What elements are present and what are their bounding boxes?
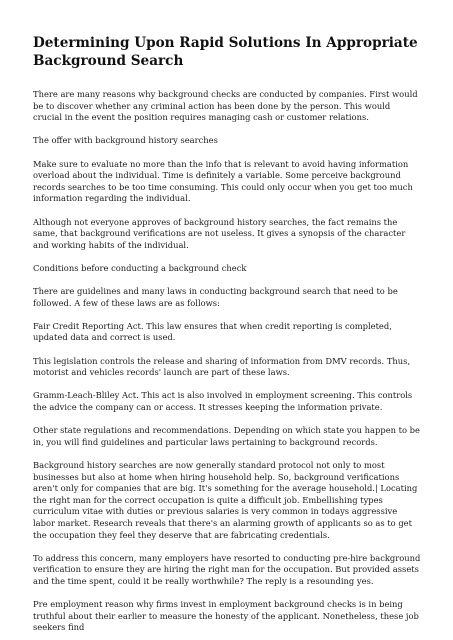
paragraph: Although not everyone approves of background history searches, the fact remains the same, that background verifications are not useless. It gives a synopsis of the character and working habits of the individual. bbox=[33, 216, 406, 250]
paragraph: The offer with background history searches bbox=[33, 135, 218, 146]
paragraph: There are many reasons why background checks are conducted by companies. First would be to discover whether any criminal action has been done by the person. This would crucial in the event the position requires managing cash or customer relations. bbox=[33, 89, 418, 123]
paragraph: Background history searches are now generally standard protocol not only to most businesses but also at home when hiring household help. So, background verifications aren't only for companies that are big. It's something for the average household.| Locating the right man for the correct occupation is quite a difficult job. Embellishing types curriculum vitae with duties or previous salaries is very common in todays aggressive labor market. Research reveals that there's an alarming growth of applicants so as to get the occupation they feel they deserve that are fabricating credentials. bbox=[33, 460, 418, 540]
document-body bbox=[33, 89, 421, 640]
paragraph: Fair Credit Reporting Act. This law ensures that when credit reporting is completed, updated data and correct is used. bbox=[33, 320, 392, 343]
document-title: Determining Upon Rapid Solutions In Appropriate Background Search bbox=[33, 35, 418, 69]
paragraph: Other state regulations and recommendations. Depending on which state you happen to be in, you will find guidelines and particular laws pertaining to background records. bbox=[33, 425, 420, 447]
paragraph: There are guidelines and many laws in conducting background search that need to be followed. A few of these laws are as follows: bbox=[33, 286, 398, 308]
paragraph: Conditions before conducting a background check bbox=[33, 262, 247, 273]
paragraph: To address this concern, many employers have resorted to conducting pre-hire background verification to ensure they are hiring the right man for the occupation. But provided assets and the time spent, could it be really worthwhile? The reply is a resounding yes. bbox=[33, 552, 421, 586]
paragraph: Pre employment reason why firms invest in employment background checks is in being truthful about their earlier to measure the honesty of the applicant. Nonetheless, these job seekers find bbox=[33, 599, 419, 633]
paragraph: This legislation controls the release and sharing of information from DMV records. Thus, motorist and vehicles records' launch are part of these laws. bbox=[33, 355, 411, 378]
paragraph: Make sure to evaluate no more than the info that is relevant to avoid having information overload about the individual. Time is definitely a variable. Some perceive background records searches to be too time consuming. This could only occur when you get too much information regarding the individual. bbox=[33, 158, 413, 204]
paragraph: Gramm-Leach-Bliley Act. This act is also involved in employment screening. This controls the advice the company can or access. It stresses keeping the information private. bbox=[33, 390, 413, 413]
